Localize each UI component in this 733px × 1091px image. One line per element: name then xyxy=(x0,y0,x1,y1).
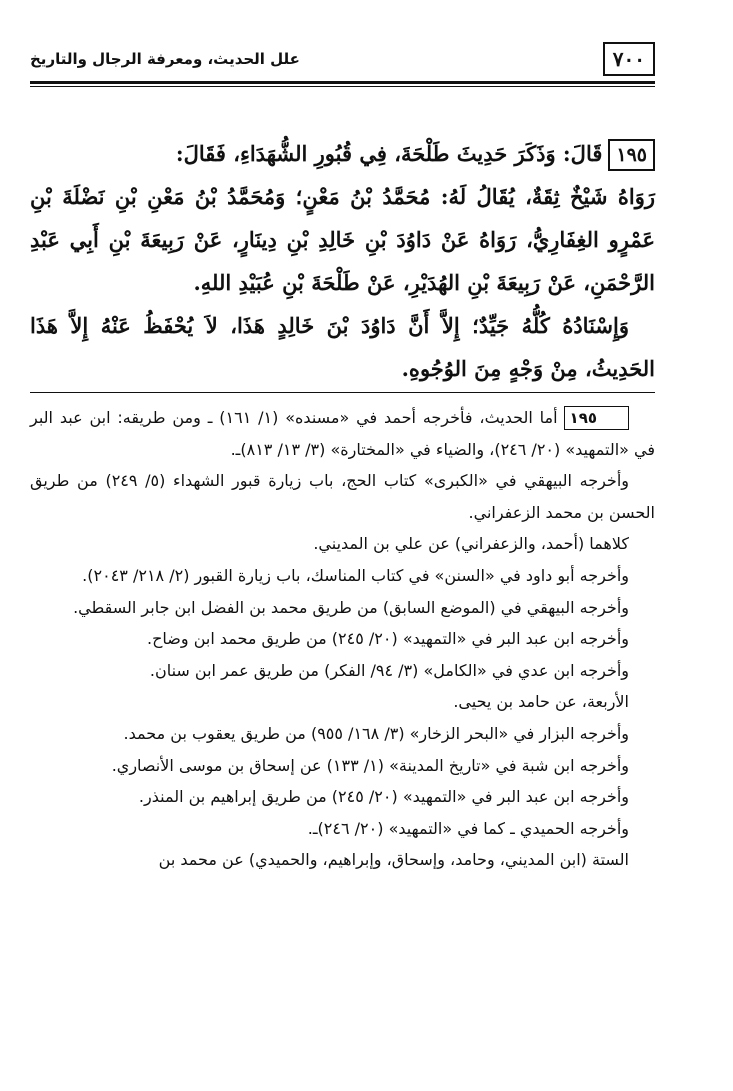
running-title: علل الحديث، ومعرفة الرجال والتاريخ xyxy=(30,50,300,68)
header-rule xyxy=(30,81,655,84)
footnote-paragraph: وأخرجه أبو داود في «السنن» في كتاب المناسك، باب زيارة القبور (٢/ ٢١٨/ ٢٠٤٣). xyxy=(82,565,629,585)
page-header xyxy=(30,38,655,80)
main-text xyxy=(30,132,655,390)
main-line xyxy=(30,132,655,175)
footnote-paragraph: وأخرجه البزار في «البحر الزخار» (٣/ ١٦٨/ ٩٥٥) من طريق يعقوب بن محمد. xyxy=(123,723,629,743)
footnote-paragraph: وأخرجه الحميدي ـ كما في «التمهيد» (٢٠/ ٢٤٦)ـ. xyxy=(307,818,629,838)
footnote-separator xyxy=(30,392,655,393)
footnote-paragraph xyxy=(30,402,655,465)
footnote-paragraph: وأخرجه ابن شبة في «تاريخ المدينة» (١/ ١٣٣) عن إسحاق بن موسى الأنصاري. xyxy=(111,755,629,775)
entry-number: ١٩٥ xyxy=(608,139,655,171)
header-rule-thin xyxy=(30,86,655,87)
footnote-number: ١٩٥ xyxy=(564,406,629,430)
footnote-paragraph: وأخرجه ابن عبد البر في «التمهيد» (٢٠/ ٢٤٥) من طريق محمد ابن وضاح. xyxy=(147,629,629,649)
page-number: ٧٠٠ xyxy=(603,42,655,76)
footnote-paragraph: الستة (ابن المديني، وحامد، وإسحاق، وإبراهيم، والحميدي) عن محمد بن xyxy=(158,850,629,870)
footnote-paragraph: وأخرجه البيهقي في (الموضع السابق) من طريق محمد بن الفضل ابن جابر السقطي. xyxy=(73,597,629,617)
footnote-text: أما الحديث، فأخرجه أحمد في «مسنده» (١/ ١٦١) ـ ومن طريقه: ابن عبد البر في «التمهيد» (٢٠/ ٢٤٦)، والضياء في «المختارة» (٣/ ١٣/ ٨١٣)ـ. xyxy=(30,408,655,459)
footnote-paragraph: وأخرجه البيهقي في «الكبرى» كتاب الحج، باب زيارة قبور الشهداء (٥/ ٢٤٩) من طريق الحسن بن محمد الزعفراني. xyxy=(30,471,655,522)
footnote-paragraph: وأخرجه ابن عدي في «الكامل» (٣/ ٩٤/ الفكر) من طريق عمر ابن سنان. xyxy=(149,660,629,680)
main-paragraph: رَوَاهُ شَيْخٌ ثِقَةٌ، يُقَالُ لَهُ: مُحَمَّدُ بْنُ مَعْنٍ؛ وَمُحَمَّدُ بْنُ مَعْنِ بْنِ نَضْلَةَ بْنِ عَمْرٍو الغِفَارِيُّ، رَوَاهُ عَنْ دَاوُدَ بْنِ خَالِدِ بْنِ دِينَارٍ، عَنْ رَبِيعَةَ بْنِ أَبِي عَبْدِ الرَّحْمَنِ، عَنْ رَبِيعَةَ بْنِ الهُدَيْرِ، عَنْ طَلْحَةَ بْنِ عُبَيْدِ اللهِ. xyxy=(30,184,655,295)
footnote-paragraph: وأخرجه ابن عبد البر في «التمهيد» (٢٠/ ٢٤٥) من طريق إبراهيم بن المنذر. xyxy=(138,787,629,807)
footnote-paragraph: الأربعة، عن حامد بن يحيى. xyxy=(453,692,629,712)
main-line-text: قَالَ: وَذَكَرَ حَدِيثَ طَلْحَةَ، فِي قُبُورِ الشُّهَدَاءِ، فَقَالَ: xyxy=(175,141,603,166)
main-paragraph: وَإِسْنَادُهُ كُلُّهُ جَيِّدٌ؛ إِلاَّ أَنَّ دَاوُدَ بْنَ خَالِدٍ هَذَا، لاَ يُحْفَظُ عَنْهُ إِلاَّ هَذَا الحَدِيثُ، مِنْ وَجْهٍ مِنَ الوُجُوهِ. xyxy=(30,313,655,381)
footnote-paragraph: كلاهما (أحمد، والزعفراني) عن علي بن المديني. xyxy=(313,534,629,554)
footnotes xyxy=(30,402,655,876)
